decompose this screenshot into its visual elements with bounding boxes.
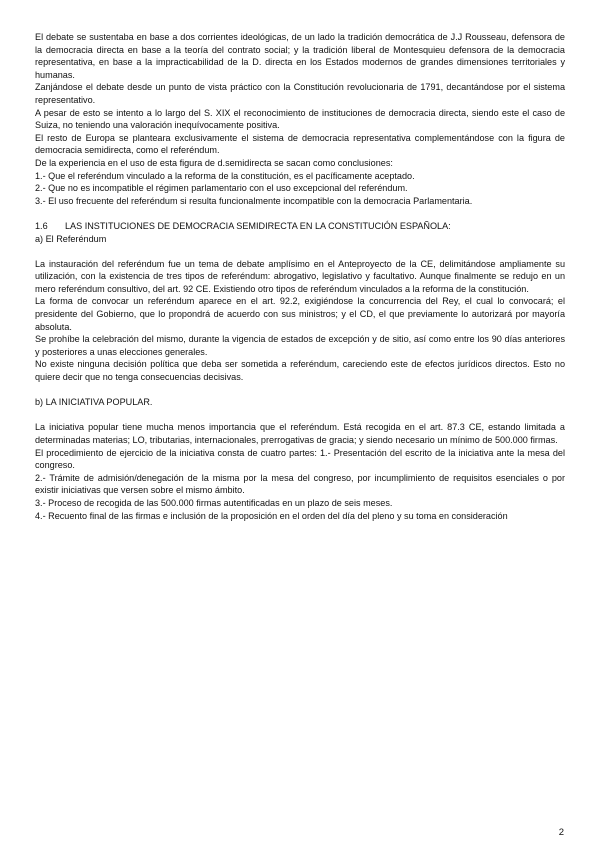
section-heading	[35, 220, 565, 233]
iniciativa-paragraph-1: La iniciativa popular tiene mucha menos importancia que el referéndum. Está recogida en el art. 87.3 CE, estando limitada a determinadas materias; LO, tributarias, internacionales, prerrogativas de gracia; y siendo necesario un mínimo de 500.000 firmas.	[35, 422, 565, 445]
conclusion-item-2: 2.- Que no es incompatible el régimen parlamentario con el uso excepcional del referéndum.	[35, 183, 408, 194]
intro-paragraph-1: El debate se sustentaba en base a dos corrientes ideológicas, de un lado la tradición democrática de J.J Rousseau, defensora de la democracia directa en base a la teoría del contrato social; y la tradición liberal de Montesquieu defensora de la democracia representativa, en base a la impracticabilidad de la D. directa en los Estados modernos de grandes dimensiones territoriales y humanas.	[35, 32, 565, 80]
referendum-heading: a) El Referéndum	[35, 233, 107, 244]
document-page	[35, 31, 565, 522]
page-number: 2	[558, 827, 564, 838]
iniciativa-paragraph-3: 2.- Trámite de admisión/denegación de la misma por la mesa del congreso, por incumplimiento de requisitos esenciales o por existir iniciativas que versen sobre el mismo ámbito.	[35, 472, 565, 496]
referendum-paragraph-1: La instauración del referéndum fue un tema de debate amplísimo en el Anteproyecto de la CE, delimitándose ampliamente su utilización, con la existencia de tres tipos de referéndum: abrogativo, legislativo y facultativo. Aunque finalmente se redujo en un mero referéndum consultivo, del art. 92 CE. Existiendo otro tipos de referéndum vinculados a la reforma de la constitución.	[35, 258, 565, 294]
iniciativa-paragraph-2: El procedimiento de ejercicio de la iniciativa consta de cuatro partes: 1.- Presentación del escrito de la iniciativa ante la mesa del congreso.	[35, 447, 565, 471]
intro-paragraph-5: De la experiencia en el uso de esta figura de d.semidirecta se sacan como conclusiones:	[35, 157, 393, 168]
referendum-paragraph-3: Se prohíbe la celebración del mismo, durante la vigencia de estados de excepción y de sitio, así como entre los 90 días anteriores y posteriores a unas elecciones generales.	[35, 334, 565, 357]
section-number: 1.6	[35, 220, 48, 231]
referendum-paragraph-2: La forma de convocar un referéndum aparece en el art. 92.2, exigiéndose la concurrencia del Rey, el cual lo convocará; el presidente del Gobierno, que lo propondrá de acuerdo con sus ministros; y el CD, el que previamente lo autorizará por mayoría absoluta.	[35, 296, 565, 332]
intro-paragraph-3: A pesar de esto se intento a lo largo del S. XIX el reconocimiento de instituciones de democracia directa, siendo este el caso de Suiza, no teniendo una valoración inequívocamente positiva.	[35, 107, 565, 131]
conclusion-item-1: 1.- Que el referéndum vinculado a la reforma de la constitución, es el pacíficamente aceptado.	[35, 170, 415, 181]
iniciativa-heading: b) LA INICIATIVA POPULAR.	[35, 397, 153, 408]
conclusion-item-3: 3.- El uso frecuente del referéndum si resulta funcionalmente incompatible con la democracia Parlamentaria.	[35, 195, 473, 206]
intro-paragraph-4: El resto de Europa se planteara exclusivamente el sistema de democracia representativa complementándose con la figura de democracia semidirecta, como el referéndum.	[35, 132, 565, 156]
section-title: LAS INSTITUCIONES DE DEMOCRACIA SEMIDIRECTA EN LA CONSTITUCIÓN ESPAÑOLA:	[65, 220, 451, 231]
iniciativa-paragraph-4: 3.- Proceso de recogida de las 500.000 firmas autentificadas en un plazo de seis meses.	[35, 497, 393, 508]
referendum-paragraph-4: No existe ninguna decisión política que deba ser sometida a referéndum, careciendo este de efectos jurídicos directos. Esto no quiere decir que no tenga consecuencias decisivas.	[35, 359, 565, 383]
intro-paragraph-2: Zanjándose el debate desde un punto de vista práctico con la Constitución revolucionaria de 1791, decantándose por el sistema representativo.	[35, 82, 565, 105]
iniciativa-paragraph-5: 4.- Recuento final de las firmas e inclusión de la proposición en el orden del día del pleno y su toma en consideración	[35, 510, 508, 521]
